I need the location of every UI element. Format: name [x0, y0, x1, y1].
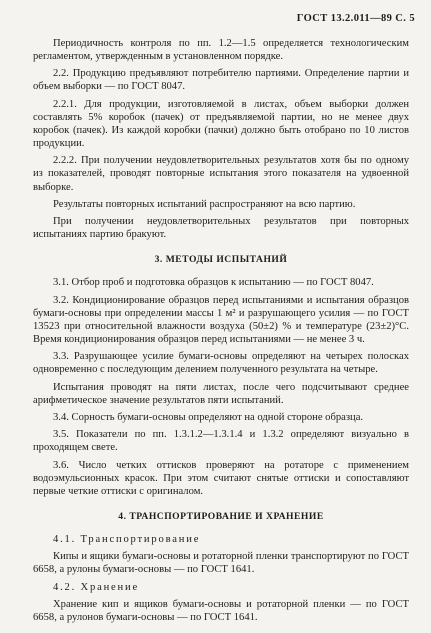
paragraph: 3.4. Сорность бумаги-основы определяют на одной стороне образца. [53, 411, 364, 423]
page-content [33, 37, 409, 628]
paragraph: Кипы и ящики бумаги-основы и ротаторной пленки транспортируют по ГОСТ 6658, а рулоны бумаги-основы — по ГОСТ 1641. [33, 551, 409, 576]
paragraph: 2.2.1. Для продукции, изготовляемой в листах, объем выборки должен составлять 5% коробок (пачек) от предъявляемой партии, но не менее двух коробок (пачек). Из каждой коробки (пачки) должно быть отобрано по 10 листов продукции. [33, 98, 409, 150]
section-title-transport: 4. ТРАНСПОРТИРОВАНИЕ И ХРАНЕНИЕ [118, 510, 324, 522]
subsection-heading: 4.2. Хранение [53, 581, 140, 593]
paragraph: Периодичность контроля по пп. 1.2—1.5 определяется технологическим регламентом, утвержденным в установленном порядке. [33, 38, 409, 63]
paragraph: 3.6. Число четких оттисков проверяют на ротаторе с применением водоэмульсионных красок. При этом считают снятые оттиски и сопоставляют первые четкие оттиски с оригиналом. [33, 459, 409, 497]
paragraph: 3.1. Отбор проб и подготовка образцов к испытанию — по ГОСТ 8047. [53, 277, 374, 289]
paragraph: 3.5. Показатели по пп. 1.3.1.2—1.3.1.4 и 1.3.2 определяют визуально в проходящем свете. [33, 429, 409, 454]
paragraph: Результаты повторных испытаний распространяют на всю партию. [53, 198, 356, 210]
paragraph: 3.3. Разрушающее усилие бумаги-основы определяют на четырех полосках одновременно с последующим делением полученного результата на четыре. [33, 351, 409, 376]
paragraph: 3.2. Кондиционирование образцов перед испытаниями и испытания образцов бумаги-основы при определении массы 1 м² и разрушающего усилия — по ГОСТ 13523 при относительной влажности воздуха (50±2) % и температуре (23±2)°С. Время кондиционирования образцов перед испытаниями — не менее 3 ч. [33, 294, 409, 345]
subsection-heading: 4.1. Транспортирование [53, 533, 201, 545]
paragraph: 2.2.2. При получении неудовлетворительных результатов хотя бы по одному из показателей, проводят повторные испытания этого показателя на удвоенной выборке. [33, 155, 409, 193]
paragraph: Хранение кип и ящиков бумаги-основы и ротаторной пленки — по ГОСТ 6658, а рулонов бумаги-основы — по ГОСТ 1641. [33, 598, 409, 623]
paragraph: 2.2. Продукцию предъявляют потребителю партиями. Определение партии и объем выборки — по ГОСТ 8047. [33, 68, 409, 93]
standard-header: ГОСТ 13.2.011—89 С. 5 [296, 13, 415, 24]
paragraph: При получении неудовлетворительных результатов при повторных испытаниях партию бракуют. [33, 216, 409, 241]
paragraph: Испытания проводят на пяти листах, после чего подсчитывают среднее арифметическое значение результатов пяти испытаний. [33, 381, 409, 406]
section-title-methods: 3. МЕТОДЫ ИСПЫТАНИЙ [154, 254, 288, 266]
